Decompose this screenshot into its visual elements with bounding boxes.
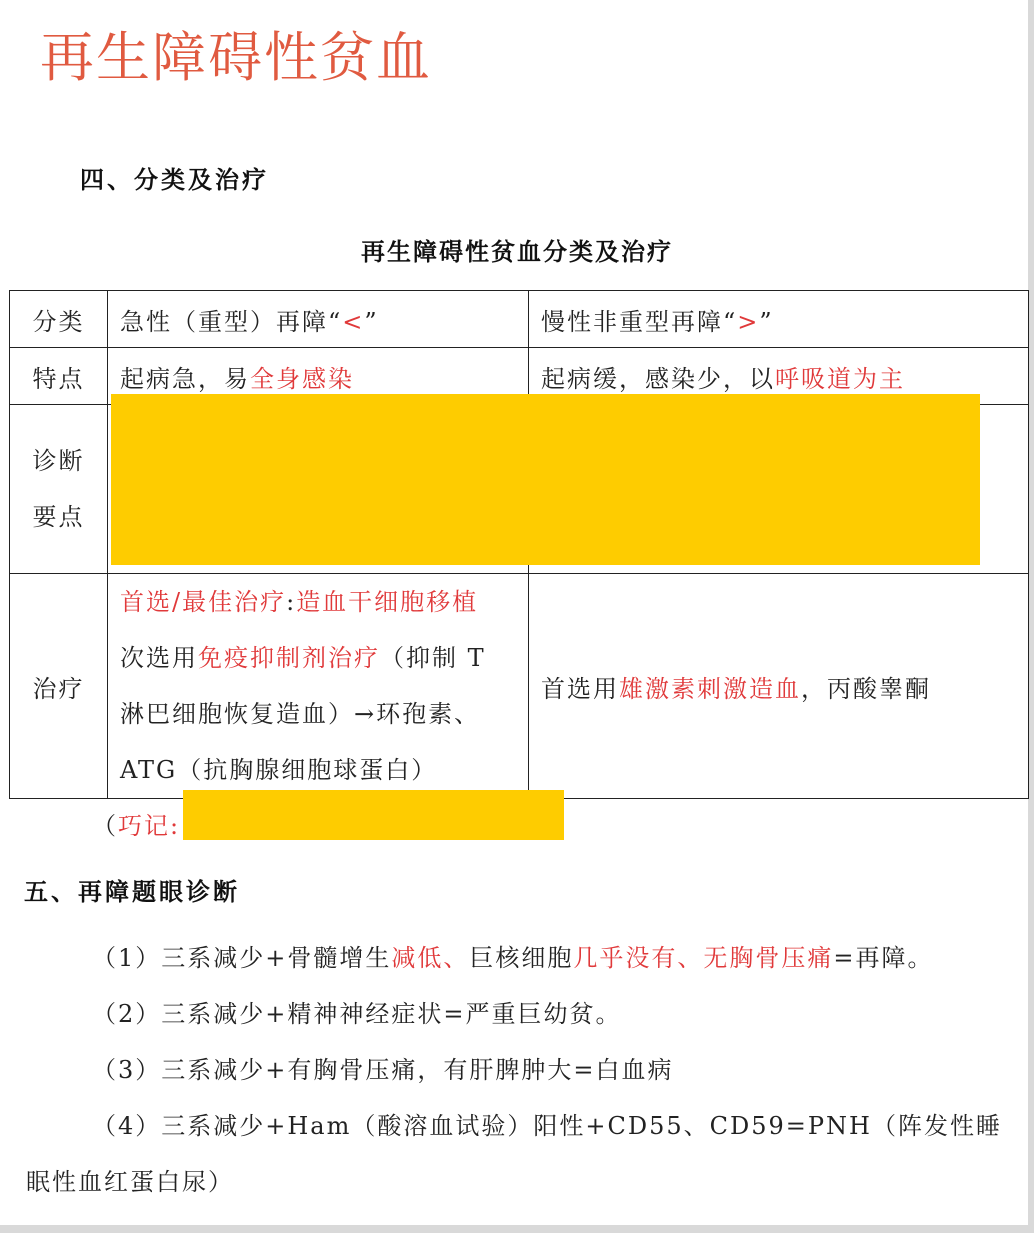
- item-1-emphasis-b: 几乎没有、无胸骨压痛: [573, 944, 834, 972]
- acute-second-choice-prefix: 次选用: [120, 644, 198, 672]
- list-item: （2）三系减少+精神神经症状=严重巨幼贫。: [92, 1000, 622, 1028]
- table-caption: 再生障碍性贫血分类及治疗: [361, 238, 673, 266]
- chronic-header-close: ”: [759, 307, 774, 336]
- chronic-header-mark: >: [737, 307, 760, 336]
- acute-treatment-line-1: [120, 574, 516, 630]
- mnemonic-open-paren: （: [92, 812, 118, 840]
- cell-acute-treatment: [108, 574, 529, 799]
- mnemonic-label: 巧记:: [118, 812, 181, 840]
- item-1-middle: 巨核细胞: [469, 944, 574, 972]
- chronic-features-text: 起病缓，感染少，以: [541, 364, 775, 393]
- acute-treatment-line-2: [120, 630, 516, 686]
- section-4-heading: 四、分类及治疗: [80, 166, 269, 194]
- acute-first-choice-label: 首选/最佳治疗: [120, 588, 287, 616]
- item-1-emphasis-a: 减低、: [391, 944, 470, 972]
- list-item: [26, 930, 1016, 986]
- mnemonic-redaction-block: [183, 790, 564, 840]
- acute-header-text: 急性（重型）再障“: [120, 307, 343, 336]
- acute-second-choice-note: （抑制 T: [380, 644, 486, 672]
- page-frame-bottom: [0, 1225, 1034, 1233]
- diagnosis-label-line1: 诊断: [32, 447, 85, 475]
- acute-first-choice-value: 造血干细胞移植: [296, 588, 479, 616]
- cell-acute-header: [108, 291, 529, 348]
- table-row-header: [10, 291, 1029, 348]
- cell-chronic-header: [529, 291, 1029, 348]
- list-item: （3）三系减少+有胸骨压痛，有肝脾肿大=白血病: [92, 1056, 674, 1084]
- chronic-treatment-emphasis: 雄激素刺激造血: [619, 674, 801, 703]
- chronic-treatment-prefix: 首选用: [541, 674, 619, 703]
- diagnosis-label-line2: 要点: [32, 503, 85, 531]
- document-title: 再生障碍性贫血: [40, 26, 432, 89]
- cell-label-diagnosis: [10, 405, 108, 574]
- acute-treatment-line-4: ATG（抗胸腺细胞球蛋白）: [120, 756, 438, 784]
- mnemonic-line: [92, 808, 180, 844]
- cell-chronic-treatment: [529, 574, 1029, 799]
- chronic-header-text: 慢性非重型再障“: [541, 307, 738, 336]
- acute-features-text: 起病急，易: [120, 364, 250, 393]
- diagnosis-clue-list: [26, 930, 1016, 1210]
- list-item: （4）三系减少+Ham（酸溶血试验）阳性+CD55、CD59=PNH（阵发性睡眠性血红蛋白尿）: [26, 1112, 1002, 1196]
- section-5-heading: 五、再障题眼诊断: [24, 878, 240, 906]
- acute-treatment-line-3: 淋巴细胞恢复造血）→环孢素、: [120, 700, 481, 728]
- cell-label-features: 特点: [10, 348, 108, 405]
- item-1-text: （1）三系减少+骨髓增生: [92, 944, 392, 972]
- diagnosis-redaction-block: [111, 394, 980, 565]
- acute-header-close: ”: [364, 307, 379, 336]
- chronic-treatment-suffix: ，丙酸睾酮: [801, 674, 931, 703]
- chronic-features-emphasis: 呼吸道为主: [775, 364, 905, 393]
- acute-header-mark: <: [342, 307, 365, 336]
- acute-features-emphasis: 全身感染: [250, 364, 354, 393]
- cell-label-treatment: 治疗: [10, 574, 108, 799]
- acute-first-choice-colon: :: [286, 588, 297, 616]
- item-1-result: =再障。: [833, 944, 934, 972]
- cell-label-classification: 分类: [10, 291, 108, 348]
- table-row-treatment: [10, 574, 1029, 799]
- acute-second-choice-value: 免疫抑制剂治疗: [198, 644, 380, 672]
